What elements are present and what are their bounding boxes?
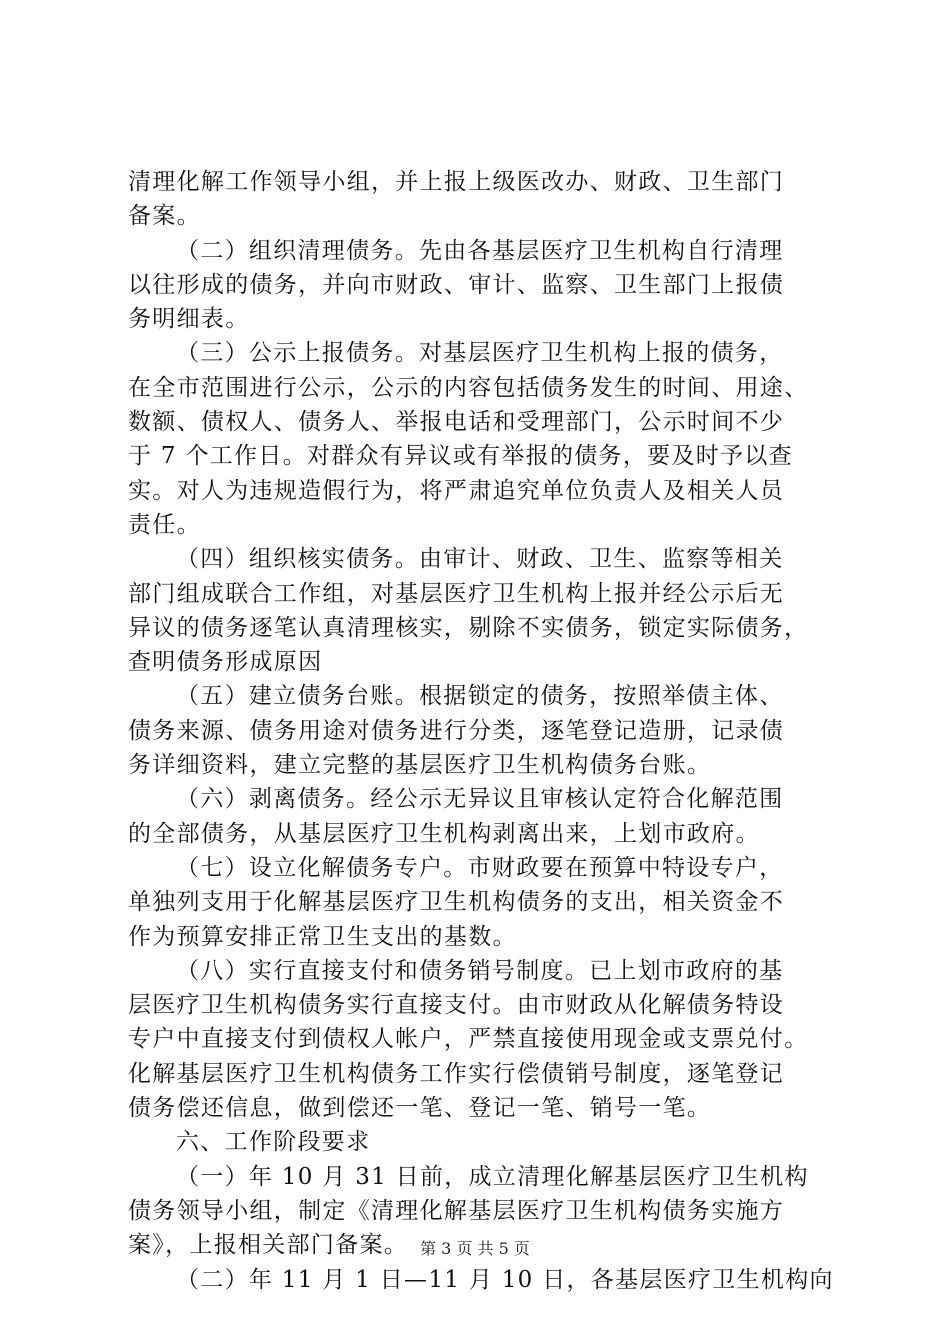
text-line: 在全市范围进行公示，公示的内容包括债务发生的时间、用途、 [128,374,809,401]
text-line: 部门组成联合工作组，对基层医疗卫生机构上报并经公示后无 [128,580,785,607]
text-line: （三）公示上报债务。对基层医疗卫生机构上报的债务， [176,340,784,367]
text-line: 专户中直接支付到债权人帐户，严禁直接使用现金或支票兑付。 [128,1026,809,1053]
text-line: （二）组织清理债务。先由各基层医疗卫生机构自行清理 [176,237,784,264]
text-line: 债务领导小组，制定《清理化解基层医疗卫生机构债务实施方 [128,1197,785,1224]
text-line: 备案。 [128,203,201,230]
text-line: 债务偿还信息，做到偿还一笔、登记一笔、销号一笔。 [128,1095,712,1122]
text-line: （二）年 11 月 1 日—11 月 10 日，各基层医疗卫生机构向 [176,1266,834,1293]
text-line: 数额、债权人、债务人、举报电话和受理部门，公示时间不少 [128,409,785,436]
text-line: 务明细表。 [128,306,250,333]
text-line: 化解基层医疗卫生机构债务工作实行偿债销号制度，逐笔登记 [128,1060,785,1087]
page-number-footer: 第 3 页 共 5 页 [420,1239,530,1258]
text-line: 异议的债务逐笔认真清理核实，剔除不实债务，锁定实际债务， [128,614,809,641]
text-line: （七）设立化解债务专户。市财政要在预算中特设专户， [176,854,784,881]
text-line: 清理化解工作领导小组，并上报上级医改办、财政、卫生部门 [128,169,785,195]
text-line: 于 7 个工作日。对群众有异议或有举报的债务，要及时予以查 [128,443,793,470]
text-line: （五）建立债务台账。根据锁定的债务，按照举债主体、 [176,683,784,710]
text-line: 查明债务形成原因 [128,649,323,676]
text-line: 的全部债务，从基层医疗卫生机构剥离出来，上划市政府。 [128,820,760,847]
text-line: 责任。 [128,511,201,538]
text-line: 债务来源、债务用途对债务进行分类，逐笔登记造册，记录债 [128,717,785,744]
text-line: （一）年 10 月 31 日前，成立清理化解基层医疗卫生机构 [176,1163,809,1190]
text-line: （六）剥离债务。经公示无异议且审核认定符合化解范围 [176,786,784,813]
text-line: 实。对人为违规造假行为，将严肃追究单位负责人及相关人员 [128,477,785,504]
text-line: （八）实行直接支付和债务销号制度。已上划市政府的基 [176,957,784,984]
document-body [128,165,834,1297]
text-line: 层医疗卫生机构债务实行直接支付。由市财政从化解债务特设 [128,992,785,1019]
text-line: 以往形成的债务，并向市财政、审计、监察、卫生部门上报债 [128,271,785,298]
text-line: 作为预算安排正常卫生支出的基数。 [128,923,517,950]
text-line: 案》，上报相关部门备案。 [128,1232,409,1259]
text-line: 务详细资料，建立完整的基层医疗卫生机构债务台账。 [128,752,712,779]
text-line: （四）组织核实债务。由审计、财政、卫生、监察等相关 [176,546,784,573]
text-line: 单独列支用于化解基层医疗卫生机构债务的支出，相关资金不 [128,889,785,916]
text-line: 六、工作阶段要求 [176,1129,371,1156]
